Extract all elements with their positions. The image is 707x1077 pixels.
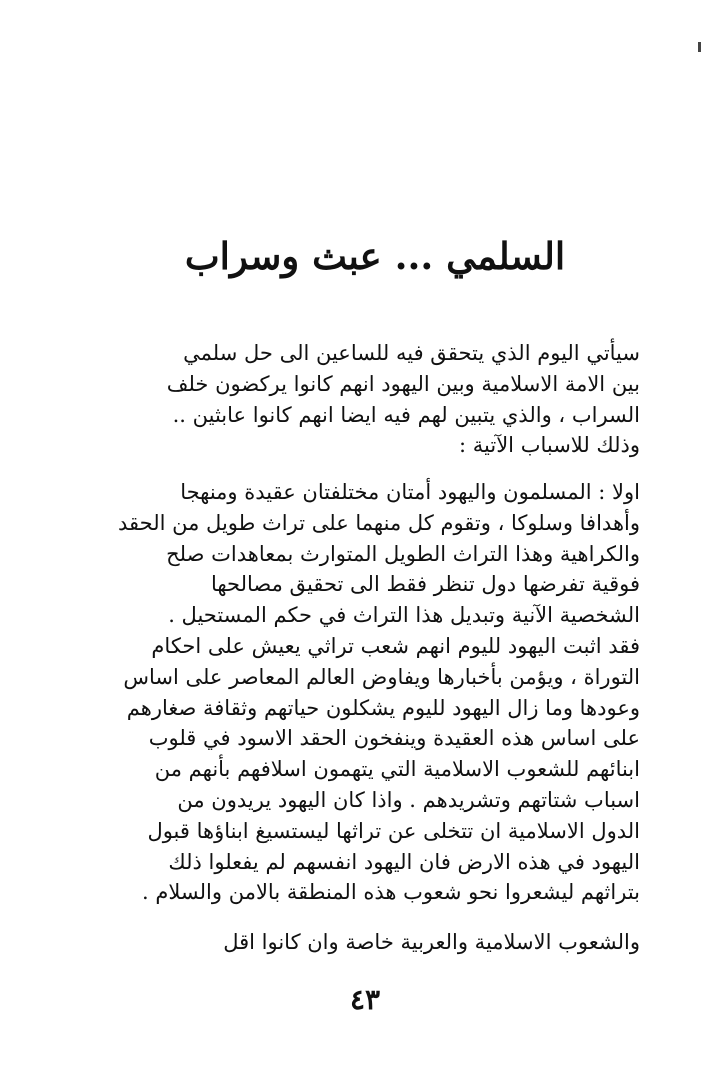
text-line: بين الامة الاسلامية وبين اليهود انهم كانوا يركضون خلف bbox=[166, 371, 640, 396]
text-line: الشخصية الآنية وتبديل هذا التراث في حكم المستحيل . bbox=[168, 603, 640, 628]
text-line: وذلك للاسباب الآتية : bbox=[459, 433, 640, 458]
paragraph-3 bbox=[104, 927, 640, 958]
text-line: فقد اثبت اليهود لليوم انهم شعب تراثي يعيش على احكام bbox=[151, 633, 640, 658]
text-line: الدول الاسلامية ان تتخلى عن تراثها ليستسيغ ابناؤها قبول bbox=[147, 818, 640, 843]
text-line: اسباب شتاتهم وتشريدهم . واذا كان اليهود يريدون من bbox=[177, 787, 640, 812]
page-number: ٤٣ bbox=[349, 983, 381, 1016]
text-line: اولا : المسلمون واليهود أمتان مختلفتان عقيدة ومنهجا bbox=[180, 480, 640, 504]
text-line: على اساس هذه العقيدة وينفخون الحقد الاسود في قلوب bbox=[148, 726, 640, 751]
edge-mark bbox=[698, 42, 701, 52]
text-line: بتراثهم ليشعروا نحو شعوب هذه المنطقة بالامن والسلام . bbox=[142, 880, 640, 905]
text-line: ابنائهم للشعوب الاسلامية التي يتهمون اسلافهم بأنهم من bbox=[154, 757, 640, 782]
chapter-title: السلمي ... عبث وسراب bbox=[184, 234, 566, 278]
text-line: التوراة ، ويؤمن بأخبارها ويفاوض العالم المعاصر على اساس bbox=[123, 664, 640, 689]
text-line: والكراهية وهذا التراث الطويل المتوارث بمعاهدات صلح bbox=[166, 541, 640, 566]
text-line: سيأتي اليوم الذي يتحقق فيه للساعين الى حل سلمي bbox=[183, 341, 640, 365]
text-line: فوقية تفرضها دول تنظر فقط الى تحقيق مصالحها bbox=[210, 572, 640, 597]
paragraph-2 bbox=[104, 477, 640, 908]
text-line: والشعوب الاسلامية والعربية خاصة وان كانوا اقل bbox=[223, 930, 640, 954]
text-line: وأهدافا وسلوكا ، وتقوم كل منهما على تراث طويل من الحقد bbox=[118, 510, 640, 535]
text-line: وعودها وما زال اليهود لليوم يشكلون حياتهم وثقافة صغارهم bbox=[126, 695, 640, 720]
text-line: اليهود في هذه الارض فان اليهود انفسهم لم يفعلوا ذلك bbox=[168, 849, 640, 874]
paragraph-1 bbox=[104, 338, 640, 461]
text-line: السراب ، والذي يتبين لهم فيه ايضا انهم كانوا عابثين .. bbox=[172, 402, 640, 427]
